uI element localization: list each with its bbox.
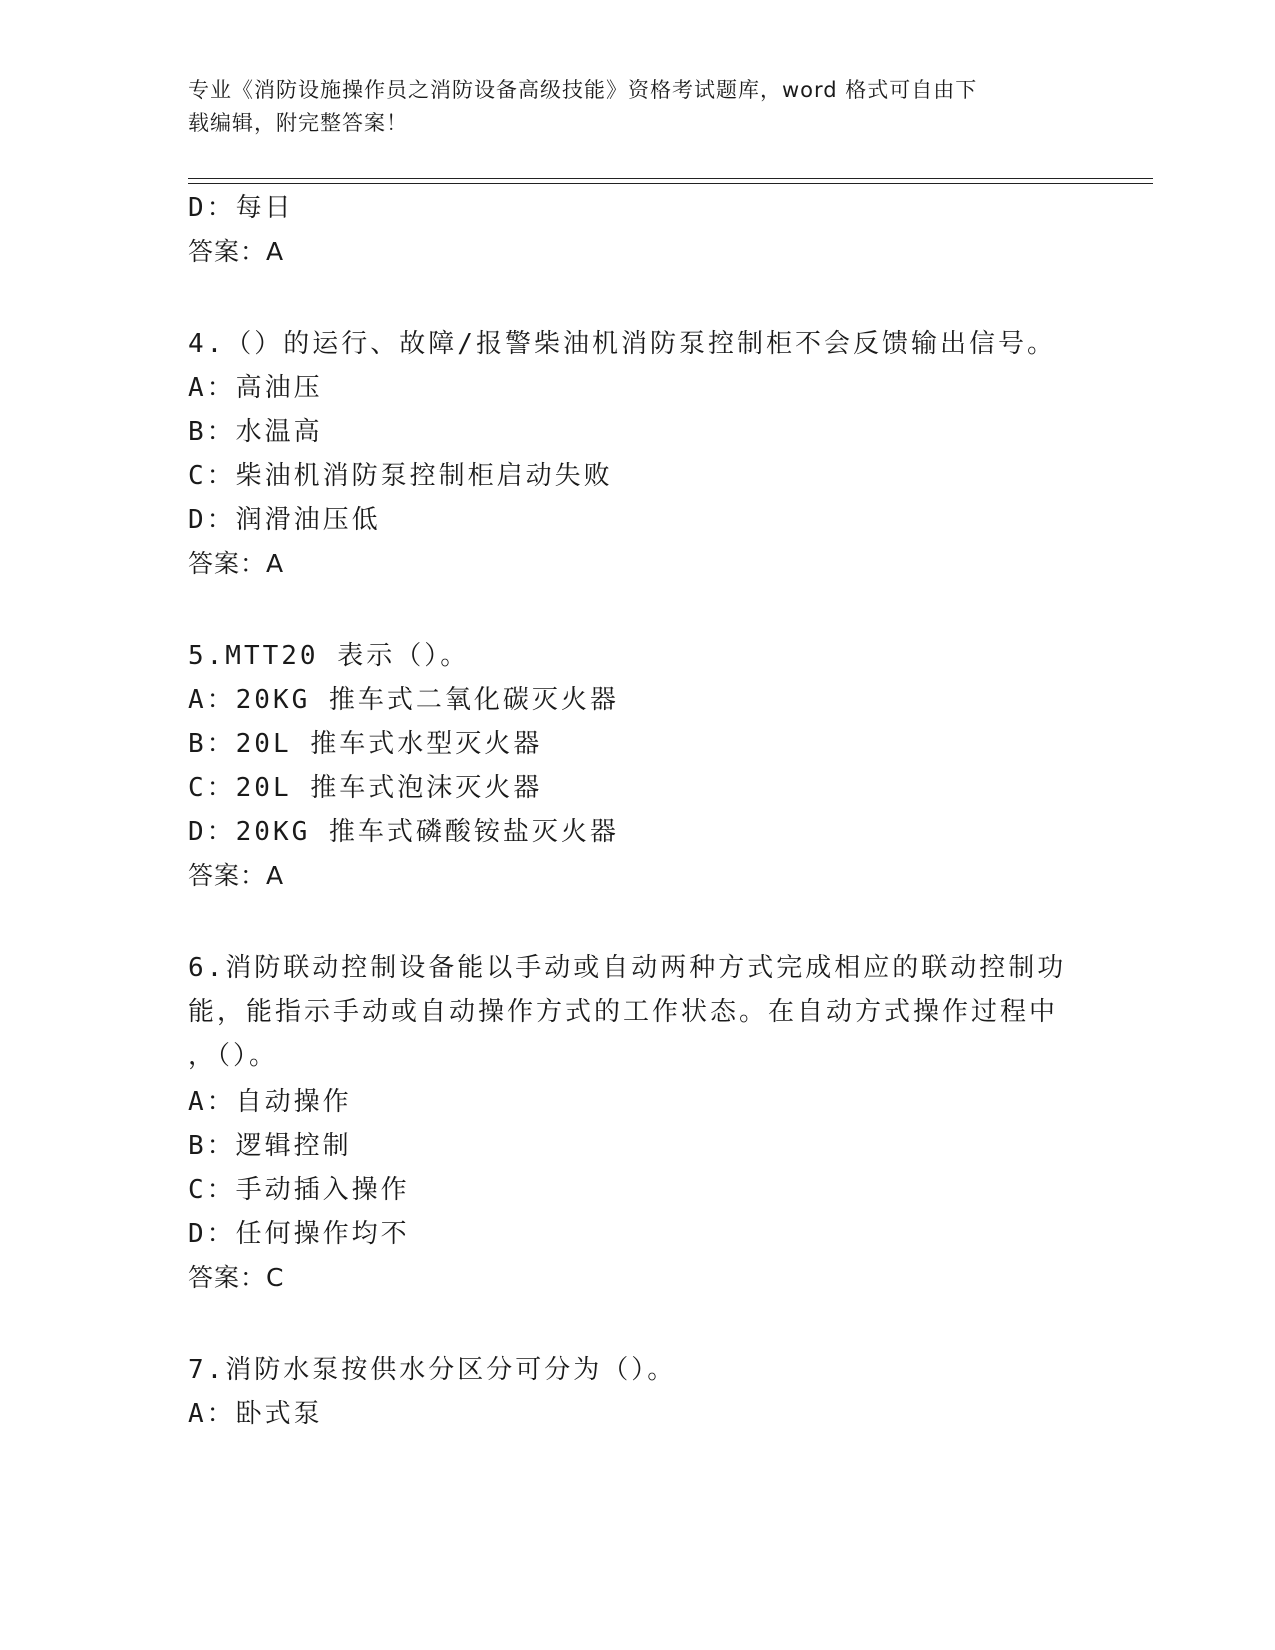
q6-stem-line-3: ，（）。: [188, 1041, 279, 1071]
q4-stem: 4.（）的运行、故障/报警柴油机消防泵控制柜不会反馈输出信号。: [188, 329, 1056, 359]
q4-option-c: C：柴油机消防泵控制柜启动失败: [188, 461, 613, 491]
q6-answer: 答案：C: [188, 1263, 285, 1292]
q5-answer: 答案：A: [188, 861, 285, 890]
q5-option-c: C：20L 推车式泡沫灭火器: [188, 773, 543, 803]
q4-option-d: D：润滑油压低: [188, 505, 381, 535]
header-divider-bottom: [188, 183, 1153, 184]
q5-option-a: A：20KG 推车式二氧化碳灭火器: [188, 685, 619, 715]
q7-option-a: A：卧式泵: [188, 1399, 323, 1429]
header-line-2: 载编辑，附完整答案！: [188, 111, 408, 135]
q6-option-b: B：逻辑控制: [188, 1131, 352, 1161]
q4-option-a: A：高油压: [188, 373, 323, 403]
header-divider-top: [188, 178, 1153, 179]
q6-option-a: A：自动操作: [188, 1087, 352, 1117]
q5-option-d: D：20KG 推车式磷酸铵盐灭火器: [188, 817, 619, 847]
q3-option-d: D：每日: [188, 193, 294, 223]
q5-option-b: B：20L 推车式水型灭火器: [188, 729, 543, 759]
q5-stem: 5.MTT20 表示（）。: [188, 641, 470, 671]
q3-answer: 答案：A: [188, 237, 285, 266]
q7-stem: 7.消防水泵按供水分区分可分为（）。: [188, 1355, 677, 1385]
q6-stem-line-2: 能，能指示手动或自动操作方式的工作状态。在自动方式操作过程中: [188, 997, 1059, 1027]
q6-option-c: C：手动插入操作: [188, 1175, 410, 1205]
q4-option-b: B：水温高: [188, 417, 323, 447]
q6-stem-line-1: 6.消防联动控制设备能以手动或自动两种方式完成相应的联动控制功: [188, 953, 1067, 983]
q4-answer: 答案：A: [188, 549, 285, 578]
header-line-1: 专业《消防设施操作员之消防设备高级技能》资格考试题库，word 格式可自由下: [188, 78, 978, 102]
document-header: [188, 74, 1068, 140]
q6-option-d: D：任何操作均不: [188, 1219, 410, 1249]
